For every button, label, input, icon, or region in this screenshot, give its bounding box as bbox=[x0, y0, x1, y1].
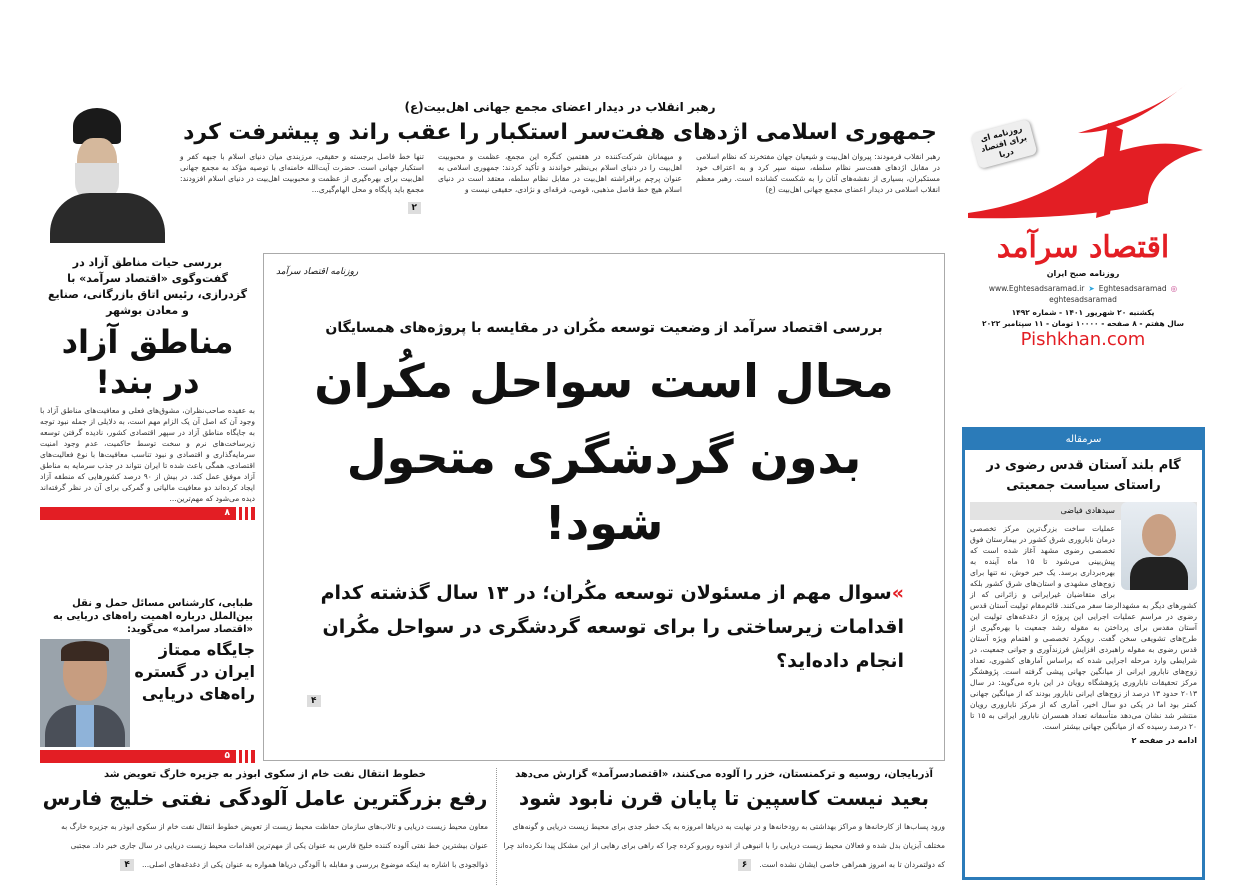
interview-story bbox=[40, 597, 255, 763]
left-column bbox=[40, 255, 255, 763]
top-story-page[interactable]: ۲ bbox=[408, 202, 422, 214]
caspian-body: ورود پساب‌ها از کارخانه‌ها و مراکز بهداشتی به رودخانه‌ها و در نهایت به دریاها امروزه به یک خطر جدی برای محیط زیست دریایی و گونه‌های مختلف آبزیان بدل شده و فعالان محیط زیست دریایی را با انبوهی از اندوه روبرو کرده چرا که راهی برای رهایی از این مشکل پیدا نکرده‌اند چرا که دولتمردان تا به امروز همراهی خاصی ایشان نشده است. bbox=[503, 822, 945, 869]
date-line: یکشنبه ۲۰ شهریور ۱۴۰۱ - شماره ۱۴۹۲ bbox=[1011, 308, 1155, 317]
telegram-handle[interactable]: Eghtesadsaramad bbox=[1098, 284, 1167, 293]
top-story-kicker: رهبر انقلاب در دیدار اعضای مجمع جهانی اهل‌بیت(ع) bbox=[404, 100, 716, 114]
caspian-headline[interactable]: بعید نیست کاسپین تا پایان قرن نابود شود bbox=[518, 786, 930, 810]
watermark: Pishkhan.com bbox=[1020, 329, 1146, 350]
interview-kicker: طبایی، کارشناس مسائل حمل و نقل بین‌الملل درباره اهمیت راه‌های دریایی به «اقتصاد سرامد» می‌گوید: bbox=[53, 598, 253, 635]
instagram-handle[interactable]: eghtesadsaramad bbox=[1049, 295, 1117, 304]
price-line: سال هفتم - ۸ صفحه - ۱۰۰۰۰ تومان - ۱۱ سپتامبر ۲۰۲۲ bbox=[982, 319, 1184, 328]
gulf-page[interactable]: ۴ bbox=[120, 859, 134, 871]
main-story bbox=[263, 253, 945, 761]
gulf-story bbox=[42, 768, 488, 871]
main-story-page[interactable]: ۴ bbox=[307, 695, 321, 707]
interview-page: ۵ bbox=[224, 751, 230, 761]
caspian-story bbox=[503, 768, 945, 871]
leader-photo bbox=[45, 103, 170, 243]
editorial-continued[interactable]: ادامه در صفحه ۲ bbox=[1131, 736, 1197, 745]
editorial-section-label: سرمقاله bbox=[1065, 434, 1102, 445]
instagram-icon: ◎ bbox=[1170, 284, 1178, 293]
social-row bbox=[959, 283, 1207, 305]
masthead-logo bbox=[958, 78, 1208, 228]
left-story-page: ۸ bbox=[224, 508, 230, 518]
main-story-lead bbox=[304, 576, 904, 678]
left-story-page-bar[interactable] bbox=[40, 507, 255, 520]
top-story-headline[interactable]: جمهوری اسلامی اژدهای هفت‌سر استکبار را عقب راند و پیشرفت کرد bbox=[183, 120, 937, 145]
gulf-headline[interactable]: رفع بزرگترین عامل آلودگی نفتی خلیج فارس bbox=[42, 786, 488, 810]
masthead-tag: روزنامه ای برای اقتصاد دریا bbox=[970, 119, 1037, 169]
website-link[interactable]: www.Eghtesadsaramad.ir bbox=[988, 284, 1085, 293]
left-story-kicker: بررسی حیات مناطق آزاد در گفت‌وگوی «اقتصاد سرآمد» با گزدرازی، رئیس اتاق بازرگانی، صنایع و معادن بوشهر bbox=[47, 256, 248, 317]
caspian-kicker: آذربایجان، روسیه و ترکمنستان، خزر را آلوده می‌کنند، «اقتصادسرآمد» گزارش می‌دهد bbox=[515, 769, 933, 780]
column-divider bbox=[496, 768, 497, 885]
gulf-kicker: خطوط انتقال نفت خام از سکوی ابوذر به جزیره خارگ تعویض شد bbox=[104, 769, 426, 780]
main-story-brand: روزنامه اقتصاد سرآمد bbox=[276, 267, 359, 277]
author-photo bbox=[1121, 502, 1197, 590]
main-story-headline-1[interactable]: محال است سواحل مکُران bbox=[314, 354, 894, 408]
editorial-box bbox=[962, 427, 1205, 880]
top-story-columns bbox=[180, 151, 940, 214]
caspian-page[interactable]: ۶ bbox=[738, 859, 752, 871]
editorial-section-bar bbox=[965, 430, 1202, 450]
gulf-body: معاون محیط زیست دریایی و تالاب‌های سازمان حفاظت محیط زیست از تعویض خطوط انتقال نفت خام از سکوی ابوذر به جزیره خارگ به عنوان بیشترین خط نفتی آلوده کننده خلیج فارس به عنوان یکی از مهم‌ترین اقدامات محیط زیست دریایی در سال جاری خبر داد. مجتبی ذوالجودی با اشاره به اینکه موضوع بررسی و مقابله با آلودگی دریاها همواره به عنوان یکی از دغدغه‌های اصلی... bbox=[61, 822, 488, 869]
interview-headline[interactable]: جایگاه ممتاز ایران در گستره راه‌های دریایی bbox=[134, 640, 255, 703]
top-story-col-2: و میهمانان شرکت‌کننده در هفتمین کنگره این مجمع، عظمت و محبوبیت اهل‌بیت را در دنیای اسلام بی‌نظیر خواندند و تأکید کردند: جمهوری اسلامی به عنوان پرچم برافراشته اهل‌بیت در مقابل نظام سلطه، معتقد است در دنیای اسلام هیچ خط فاصل مذهبی، قومی، فرقه‌ای و نژادی، حقیقی نیست و bbox=[438, 152, 682, 194]
editorial-author: سیدهادی فیاضی bbox=[970, 502, 1197, 520]
telegram-icon: ➤ bbox=[1088, 284, 1095, 293]
masthead bbox=[958, 78, 1208, 351]
left-story bbox=[40, 255, 255, 520]
editorial-headline[interactable]: گام بلند آستان قدس رضوی در راستای سیاست جمعیتی bbox=[986, 458, 1181, 493]
logo-text: اقتصاد سرآمد bbox=[996, 230, 1170, 265]
top-story-col-1: رهبر انقلاب فرمودند: پیروان اهل‌بیت و شیعیان جهان مفتخرند که نظام اسلامی در مقابل اژدهای هفت‌سر نظام سلطه، سینه سپر کرد و به اعتراف خود مستکبران، بسیاری از نقشه‌های آنان را به شکست کشانده است. رهبر معظم انقلاب اسلامی در دیدار اعضای مجمع جهانی اهل‌بیت (ع) bbox=[696, 152, 940, 194]
main-story-lead-text: سوال مهم از مسئولان توسعه مکُران؛ در ۱۳ سال گذشته کدام اقدامات زیرساختی را برای توسعه گردشگری در سواحل مکُران انجام داده‌اید؟ bbox=[320, 582, 904, 672]
interview-page-bar[interactable] bbox=[40, 750, 255, 763]
interview-photo bbox=[40, 639, 130, 747]
top-story bbox=[40, 95, 940, 247]
left-story-headline[interactable]: مناطق آزاد در بند! bbox=[61, 323, 234, 401]
editorial-body: عملیات ساخت بزرگ‌ترین مرکز تخصصی درمان ناباروری شرق کشور در بیمارستان فوق تخصصی رضوی مشهد آغاز شده است که پیش‌بینی می‌شود تا ۱۵ ماه آینده به بهره‌برداری برسد. یک خبر خوش، نه تنها برای زوج‌های مشهدی و استان‌های شرق کشور بلکه برای متقاضیان غیرایرانی و زائرانی که از کشورهای دیگر به مشهدالرضا سفر می‌کنند. قائم‌مقام تولیت آستان قدس رضوی در مراسم عملیات اجرایی این پروژه از دغدغه‌های تولیت این آستان مقدس برای پرداختن به مقوله رشد جمعیت با بهره‌گیری از طرح‌های تشویقی سخن گفت. رویکرد تخصصی و اهتمام ویژه آستان قدس رضوی به مقوله راهبردی افزایش فرزندآوری و جوانی جمعیت، در شرایطی وارد مرحله اجرایی شده که براساس آمارهای کشوری، تعداد زوج‌های نابارور ایرانی از میانگین جهانی پیشی گرفته است. پژوهشگر مرکز تحقیقات ناباروری پژوهشگاه رویان در این باره می‌گوید: در سال ۲۰۱۳ حدود ۱۳ درصد از زوج‌های ایرانی نابارور بودند که از میانگین جهانی کمتر بود اما در یکی دو سال اخیر، آماری که از مرکز ناباروری رویان منتشر شد نشان می‌دهد متأسفانه تعداد همسران نابارور ایرانی به ۱۵ تا ۲۰ درصد رسیده که از میانگین جهانی بیشتر است. bbox=[970, 524, 1197, 731]
top-story-col-3: تنها خط فاصل برجسته و حقیقی، مرزبندی میان دنیای اسلام با جبهه کفر و استکبار جهانی است. حضرت آیت‌الله خامنه‌ای با توصیه مؤکد به مجمع جهانی اهل‌بیت برای بهره‌گیری از عظمت و محبوبیت اهل‌بیت در دنیای اسلام افزودند: مجمع باید پایگاه و محل الهام‌گیری... bbox=[180, 152, 424, 194]
quote-mark-icon: » bbox=[891, 582, 904, 604]
main-story-kicker: بررسی اقتصاد سرآمد از وضعیت توسعه مکُران در مقایسه با پروژه‌های همسایگان bbox=[325, 320, 883, 336]
main-story-headline-2[interactable]: بدون گردشگری متحول شود! bbox=[346, 430, 862, 550]
left-story-body: به عقیده صاحب‌نظران، مشوق‌های فعلی و معافیت‌های مناطق آزاد با وجود آن که اصل آن یک الزام مهم است، به دلایلی از جمله نبود توجه به جایگاه مناطق آزاد در سپهر اقتصادی کشور، نادیده گرفتن توسعه زیرساخت‌های نرم و سخت توسط حاکمیت، عدم وجود امنیت سرمایه‌گذاری و اقتصادی و نبود تناسب معافیت‌ها با نوع فعالیت‌های اقتصادی، همگی باعث شده تا ایران نتواند در جذب سرمایه به مناطق آزاد موفق عمل کند. در بیش از ۹۰ درصد کشورهایی که منطقه آزاد ایجاد کرده‌اند دو معافیت مالیاتی و گمرکی برای آن در نظر گرفته‌اند دیده می‌شود که مهم‌ترین... bbox=[40, 406, 255, 503]
masthead-subtitle: روزنامه صبح ایران bbox=[1046, 269, 1120, 278]
